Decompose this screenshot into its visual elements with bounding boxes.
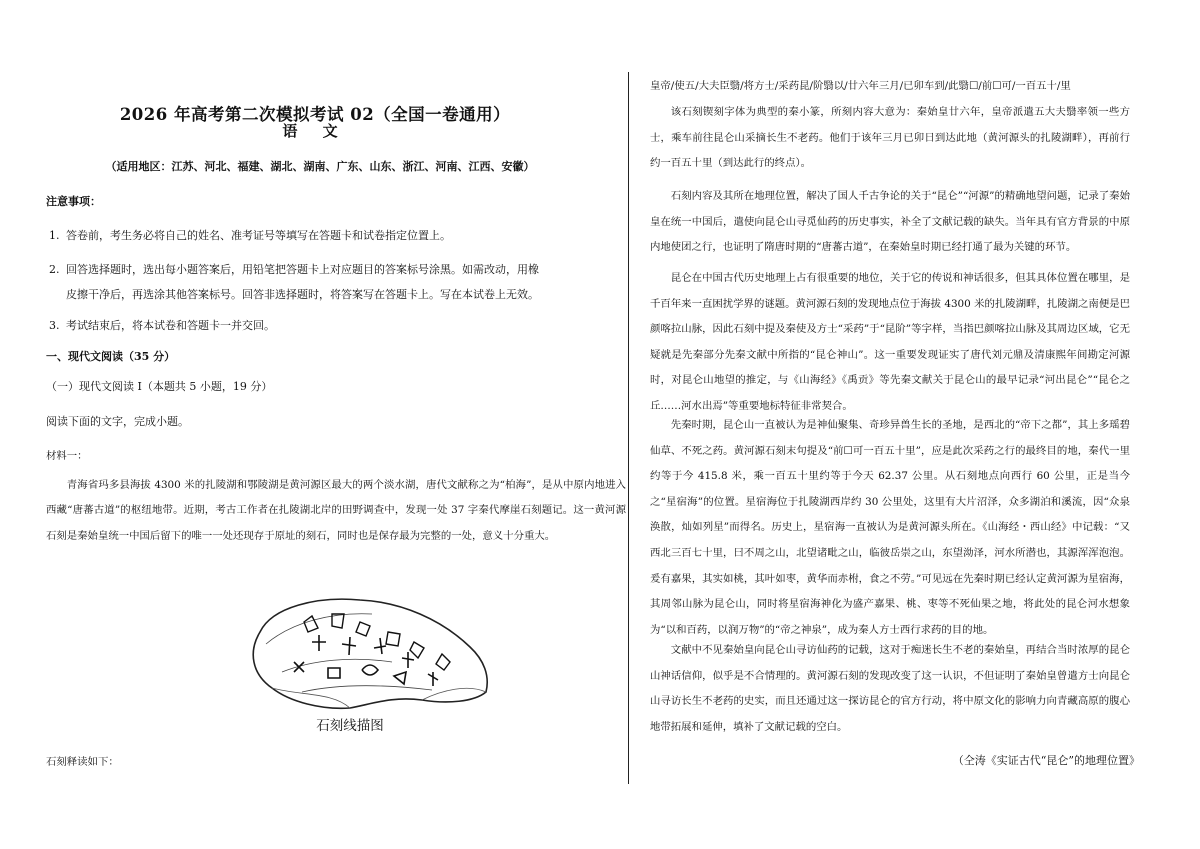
notice-heading: 注意事项： <box>46 195 101 208</box>
notice-item <box>46 257 626 307</box>
inscription-decode-label: 石刻释读如下： <box>46 756 119 768</box>
column-divider <box>628 72 629 784</box>
notice-item-text: 考试结束后，将本试卷和答题卡一并交回。 <box>66 319 275 332</box>
notice-item-continuation: 皮擦干净后，再选涂其他答案标号。回答非选择题时，将答案写在答题卡上。写在本试卷上无效。 <box>66 288 539 301</box>
notice-item-number: 1. <box>49 229 60 242</box>
article-paragraph: 昆仑在中国古代历史地理上占有很重要的地位，关于它的传说和神话很多，但其具体位置在哪里，是千百年来一直困扰学界的谜题。黄河源石刻的发现地点位于海拔 4300 米的扎陵湖畔，扎陵湖之南便是巴颜喀拉山脉，因此石刻中提及秦使及方士“采药”于“昆阶”等字样，当指巴颜喀拉山脉及其周边区域，它无疑就是先秦部分先秦文献中所指的“昆仑神山”。这一重要发现证实了唐代刘元鼎及清康熙年间勘定河源时，对昆仑山地望的推定，与《山海经》《禹贡》等先秦文献关于昆仑山的最早记录“河出昆仑”“昆仑之丘……河水出焉”等重要地标特征非常契合。 <box>650 272 1130 412</box>
article-paragraph: 文献中不见秦始皇向昆仑山寻访仙药的记载，这对于痴迷长生不老的秦始皇，再结合当时浓厚的昆仑山神话信仰，似乎是不合情理的。黄河源石刻的发现改变了这一认识，不但证明了秦始皇曾遣方士向昆仑山寻访长生不老药的史实，而且还通过这一探访昆仑的官方行动，将中原文化的影响力向青藏高原的腹心地带拓展和延伸，填补了文献记载的空白。 <box>650 644 1130 733</box>
subject-title: 语 文 <box>282 122 348 140</box>
material-paragraph: 青海省玛多县海拔 4300 米的扎陵湖和鄂陵湖是黄河源区最大的两个淡水湖，唐代文献称之为“柏海”，是从中原内地进入西藏“唐蕃古道”的枢纽地带。近期，考古工作者在扎陵湖北岸的田野调查中，发现一处 37 字秦代摩崖石刻题记。这一黄河源石刻是秦始皇统一中国后留下的唯一一处还现存于原址的刻石，同时也是保存最为完整的一处，意义十分重大。 <box>46 479 626 542</box>
notice-item <box>46 313 626 338</box>
section-heading: 一、现代文阅读（35 分） <box>46 350 176 363</box>
reading-instruction: 阅读下面的文字，完成小题。 <box>46 415 189 428</box>
notice-item-text: 答卷前，考生务必将自己的姓名、准考证号等填写在答题卡和试卷指定位置上。 <box>66 229 451 242</box>
article-source: （仝涛《实证古代“昆仑”的地理位置》 <box>952 754 1140 767</box>
exam-title: 2026 年高考第二次模拟考试 02（全国一卷通用） <box>119 105 511 124</box>
article-paragraph: 先秦时期，昆仑山一直被认为是神仙聚集、奇珍异兽生长的圣地，是西北的“帝下之都”，其上多瑶碧仙草、不死之药。黄河源石刻末句提及“前☐可一百五十里”，应是此次采药之行的最终目的地，秦代一里约等于今 415.8 米，乘一百五十里约等于今天 62.37 公里。从石刻地点向西行 60 公里，正是当今之“星宿海”的位置。星宿海位于扎陵湖西岸约 30 公里处，这里有大片沼泽，众多湖泊和溪流，因“众泉涣散，灿如列星”而得名。历史上，星宿海一直被认为是黄河源头所在。《山海经・西山经》中记载：“又西北三百七十里，曰不周之山，北望诸毗之山，临彼岳崇之山，东望泑泽，河水所潜也，其源浑浑泡泡。爰有嘉果，其实如桃，其叶如枣，黄华而赤柎，食之不劳。”可见远在先秦时期已经认定黄河源为星宿海，其周邻山脉为昆仑山，同时将星宿海神化为盛产嘉果、桃、枣等不死仙果之地，将此处的昆仑河水想象为“以和百药，以润万物”的“帝之神泉”，成为秦人方士西行求药的目的地。 <box>650 419 1130 636</box>
notice-item-number: 2. <box>49 263 60 276</box>
applicable-regions: （适用地区：江苏、河北、福建、湖北、湖南、广东、山东、浙江、河南、江西、安徽） <box>105 160 535 173</box>
article-paragraph: 石刻内容及其所在地理位置，解决了国人千古争论的关于“昆仑”“河源”的精确地望问题，记录了秦始皇在统一中国后，遣使向昆仑山寻觅仙药的历史事实，补全了文献记载的缺失。当年具有官方背景的中原内地使团之行，也证明了隋唐时期的“唐蕃古道”，在秦始皇时期已经打通了最为关键的环节。 <box>650 190 1130 254</box>
article-paragraph: 该石刻锲刻字体为典型的秦小篆，所刻内容大意为：秦始皇廿六年，皇帝派遣五大夫翳率领一些方士，乘车前往昆仑山采摘长生不老药。他们于该年三月已卯日到达此地（黄河源头的扎陵湖畔），再前行约一百五十里（到达此行的终点）。 <box>650 106 1130 170</box>
material-label: 材料一： <box>46 450 88 462</box>
inscription-transcription: 皇帝/使五/大夫臣翳/将方士/采药昆/阶翳以/廿六年三月/已卯车到/此翳☐/前☐可/一百五十/里 <box>650 80 1071 92</box>
notice-item <box>46 223 626 248</box>
stone-carving-sketch <box>242 592 492 712</box>
notice-item-number: 3. <box>49 319 60 332</box>
subsection-heading: （一）现代文阅读 I（本题共 5 小题，19 分） <box>46 380 273 393</box>
notice-item-text: 回答选择题时，选出每小题答案后，用铅笔把答题卡上对应题目的答案标号涂黑。如需改动，用橡 <box>66 263 539 276</box>
figure-caption: 石刻线描图 <box>316 718 384 734</box>
